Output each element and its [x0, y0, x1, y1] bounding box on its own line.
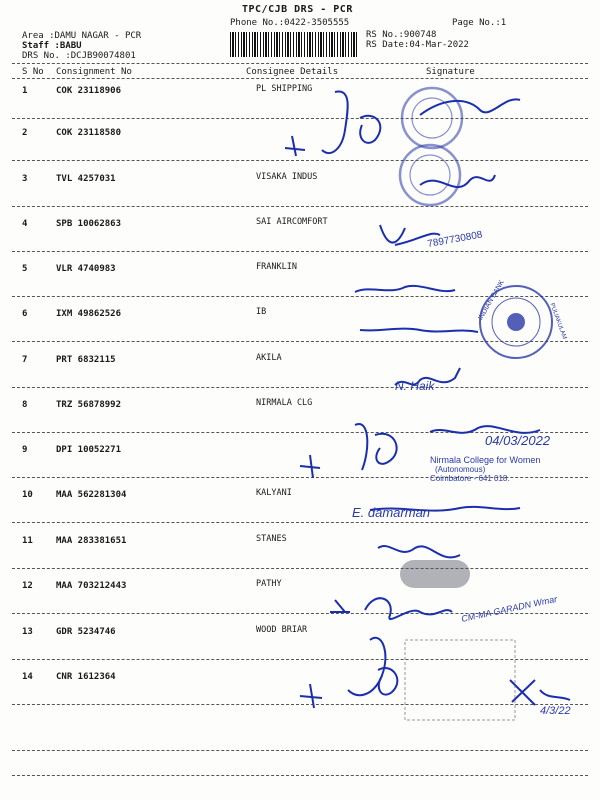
row-divider	[12, 296, 588, 297]
row-consignee: PL SHIPPING	[256, 84, 313, 94]
row-sno: 11	[22, 536, 33, 546]
row-consignee: VISAKA INDUS	[256, 172, 318, 182]
document-title: TPC/CJB DRS - PCR	[242, 4, 353, 15]
row-divider	[12, 613, 588, 614]
row-divider	[12, 160, 588, 161]
written-cm: CM-MA GARADN Wmar	[460, 593, 558, 624]
row-consignment-no: MAA 562281304	[56, 490, 127, 500]
row-divider	[12, 522, 588, 523]
row-consignment-no: MAA 703212443	[56, 581, 127, 591]
written-phone: 7897730808	[426, 229, 484, 250]
row-consignee: SAI AIRCOMFORT	[256, 217, 328, 227]
row-sno: 4	[22, 219, 28, 229]
row-divider	[12, 387, 588, 388]
header-rule-bottom	[12, 78, 588, 79]
written-date2: 4/3/22	[540, 705, 571, 717]
row-sno: 9	[22, 445, 28, 455]
row-consignment-no: DPI 10052271	[56, 445, 122, 455]
bank-branch-text: PULIAKULAM	[548, 302, 568, 341]
row-consignee: FRANKLIN	[256, 262, 297, 272]
written-n-name: N. Haik	[395, 379, 435, 393]
row-divider	[12, 750, 588, 751]
college-stamp-line1: Nirmala College for Women	[430, 455, 541, 465]
row-consignment-no: TRZ 56878992	[56, 400, 122, 410]
row-sno: 12	[22, 581, 33, 591]
row-divider	[12, 704, 588, 705]
row-sno: 2	[22, 128, 28, 138]
row-consignee: STANES	[256, 534, 287, 544]
row-divider	[12, 206, 588, 207]
row-consignee: NIRMALA CLG	[256, 398, 313, 408]
row-consignment-no: CNR 1612364	[56, 672, 116, 682]
row-sno: 5	[22, 264, 28, 274]
row-sno: 8	[22, 400, 28, 410]
row-divider	[12, 568, 588, 569]
row-sno: 10	[22, 490, 33, 500]
phone-number: Phone No.:0422-3505555	[230, 18, 350, 28]
row-sno: 1	[22, 86, 28, 96]
col-consignment: Consignment No	[56, 67, 132, 77]
row-sno: 14	[22, 672, 33, 682]
rs-date: RS Date:04-Mar-2022	[366, 40, 469, 50]
row-sno: 7	[22, 355, 28, 365]
row-consignment-no: IXM 49862526	[56, 309, 122, 319]
college-stamp-line3: Coimbatore - 641 018.	[430, 474, 510, 483]
smudge-stamp	[400, 560, 515, 720]
written-e-name: E. damarman	[352, 505, 431, 520]
row-consignment-no: TVL 4257031	[56, 174, 116, 184]
row-divider	[12, 659, 588, 660]
header-rule-top	[12, 63, 588, 64]
row-consignment-no: COK 23118906	[56, 86, 122, 96]
row-consignment-no: COK 23118580	[56, 128, 122, 138]
drs-number: DRS No. :DCJB90074801	[22, 51, 136, 61]
area-label: Area :DAMU NAGAR - PCR	[22, 31, 142, 41]
col-signature: Signature	[426, 67, 475, 77]
college-stamp-line2: (Autonomous)	[435, 465, 486, 474]
row-consignment-no: SPB 10062863	[56, 219, 122, 229]
staff-label: Staff :BABU	[22, 41, 82, 51]
row-divider	[12, 341, 588, 342]
row-consignment-no: PRT 6832115	[56, 355, 116, 365]
row-consignee: WOOD BRIAR	[256, 625, 308, 635]
row-divider	[12, 432, 588, 433]
row-consignee: AKILA	[256, 353, 282, 363]
row-consignment-no: GDR 5234746	[56, 627, 116, 637]
row-consignee: KALYANI	[256, 488, 292, 498]
page-number: Page No.:1	[452, 18, 507, 28]
round-stamp-2	[400, 145, 460, 205]
col-sno: S No	[22, 67, 44, 77]
row-divider	[12, 118, 588, 119]
row-divider	[12, 251, 588, 252]
barcode	[230, 32, 358, 57]
bank-stamp-text: INDIAN BANK	[477, 279, 506, 322]
row-consignment-no: VLR 4740983	[56, 264, 116, 274]
row-sno: 6	[22, 309, 28, 319]
rs-number: RS No.:900748	[366, 30, 437, 40]
col-consignee: Consignee Details	[246, 67, 339, 77]
row-sno: 3	[22, 174, 28, 184]
row-divider	[12, 477, 588, 478]
row-consignment-no: MAA 283381651	[56, 536, 127, 546]
row-consignee: IB	[256, 307, 267, 317]
row-divider	[12, 775, 588, 776]
row-sno: 13	[22, 627, 33, 637]
written-date: 04/03/2022	[485, 433, 551, 448]
row-consignee: PATHY	[256, 579, 282, 589]
